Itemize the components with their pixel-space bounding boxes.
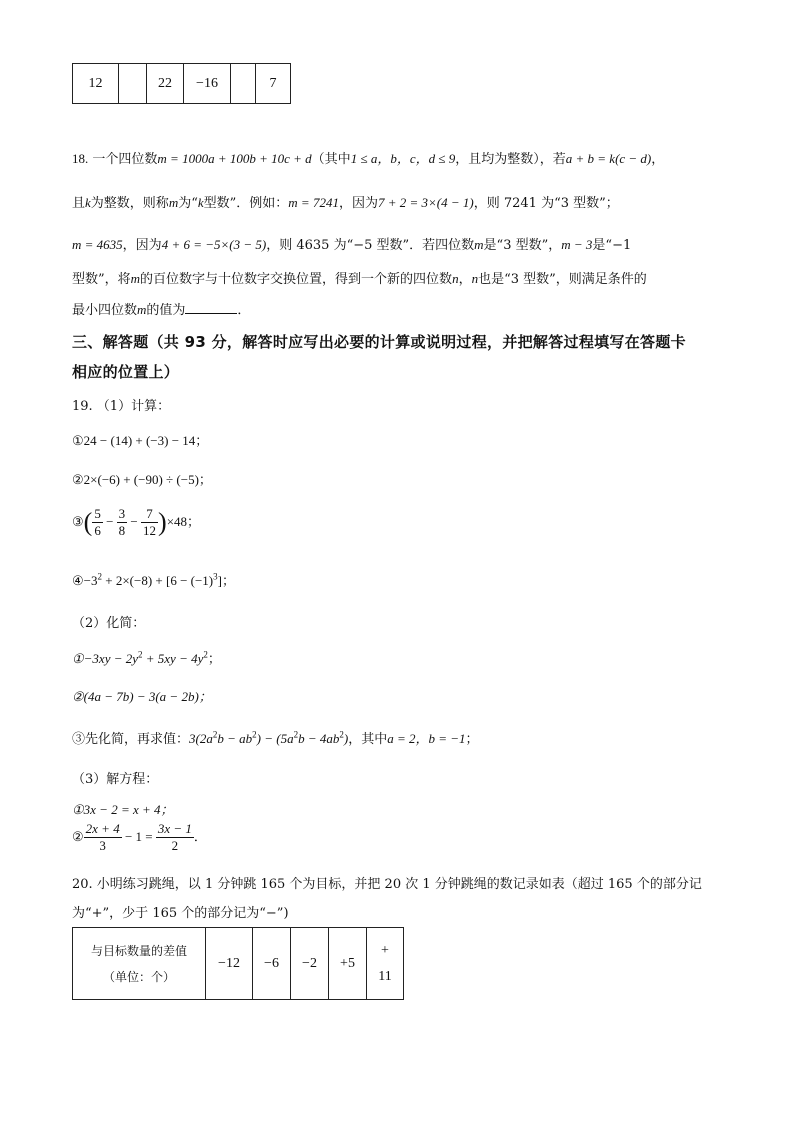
text: ③先化简，再求值： xyxy=(72,732,190,747)
text: 为“ xyxy=(178,196,198,211)
table-cell: −6 xyxy=(253,928,291,1000)
cell-value: 11 xyxy=(378,968,392,984)
q19-expr-1: ①24 − (14) + (−3) − 14； xyxy=(72,433,209,448)
table-cell xyxy=(119,64,147,104)
q18-line-4 xyxy=(72,268,647,287)
fraction xyxy=(84,821,122,854)
q18-line-5 xyxy=(72,299,250,318)
denominator: 12 xyxy=(143,523,157,538)
fraction xyxy=(92,506,103,539)
denominator: 3 xyxy=(99,838,106,853)
exponent: 2 xyxy=(138,649,143,660)
exponent: 2 xyxy=(252,729,257,740)
section-heading: 三、解答题（共 93 分，解答时应写出必要的计算或说明过程，并把解答过程填写在答题卡 xyxy=(72,333,686,351)
text: ×48； xyxy=(166,514,201,529)
text: 型数”．例如： xyxy=(203,196,289,211)
math: k xyxy=(197,195,204,210)
math: ) xyxy=(343,731,349,746)
math: 4 + 6 = −5×(3 − 5) xyxy=(161,237,267,252)
text: ； xyxy=(465,732,479,747)
numerator: 7 xyxy=(141,506,158,523)
math: k xyxy=(85,195,91,210)
numerator: 3 xyxy=(118,506,126,521)
text: ② xyxy=(72,829,84,844)
q19-expr-3 xyxy=(72,506,200,539)
header-unit: （单位：个） xyxy=(102,969,175,984)
q20-line-2: 为“+”，少于 165 个的部分记为“−”) xyxy=(72,906,289,921)
q19-part-3: （3）解方程： xyxy=(72,772,159,787)
text: ； xyxy=(207,651,221,666)
minus-sign: − xyxy=(127,514,142,529)
q19-simplify-3 xyxy=(72,728,479,747)
math: 3(2a xyxy=(189,731,213,746)
table-cell: +5 xyxy=(329,928,367,1000)
text: ． xyxy=(237,303,251,318)
denominator: 2 xyxy=(171,838,179,853)
numerator: 3x − 1 xyxy=(157,821,192,836)
math: m = 7241 xyxy=(288,195,339,210)
q19-part-2: （2）化简： xyxy=(72,616,146,631)
table-header-cell xyxy=(73,928,206,1000)
table-cell: 12 xyxy=(73,64,119,104)
q18-line-1 xyxy=(72,148,664,167)
math: n xyxy=(452,271,459,286)
text: 一个四位数 xyxy=(92,152,158,167)
section-heading-line-2: 相应的位置上） xyxy=(72,363,180,381)
cell-sign: + xyxy=(381,942,389,958)
fraction xyxy=(156,821,194,854)
text: 也是“3 型数”，则满足条件的 xyxy=(478,272,647,287)
left-paren: ( xyxy=(83,507,93,537)
exponent: 2 xyxy=(212,729,218,740)
text: 的值为 xyxy=(146,303,186,318)
exponent: 2 xyxy=(293,729,299,740)
text: ． xyxy=(193,829,207,844)
right-paren: ) xyxy=(158,507,167,537)
q19-expr-4 xyxy=(72,570,235,589)
q19-simplify-1 xyxy=(72,648,221,667)
exponent: 2 xyxy=(339,729,344,740)
text: ]； xyxy=(217,573,235,588)
q19-expr-2: ②2×(−6) + (−90) ÷ (−5)； xyxy=(72,472,212,487)
table-cell xyxy=(367,928,404,1000)
math: a + b = k(c − d) xyxy=(565,151,652,166)
math: ) − (5a xyxy=(256,731,294,746)
math: 1 ≤ a，b，c，d ≤ 9 xyxy=(350,151,456,166)
text: + 5xy − 4y xyxy=(142,651,204,666)
math: m xyxy=(474,237,484,252)
text: 是“3 型数”， xyxy=(483,238,562,253)
question-number: 18. xyxy=(72,151,89,166)
text: ，因为 xyxy=(338,196,378,211)
text: ，其中 xyxy=(348,732,388,747)
text: ，因为 xyxy=(122,238,162,253)
denominator: 6 xyxy=(94,523,101,538)
text: 且 xyxy=(72,196,86,211)
math: m xyxy=(130,271,141,286)
text: ，则 4635 为“−5 型数”．若四位数 xyxy=(266,238,475,253)
numerator: 5 xyxy=(94,506,101,521)
table-cell: 22 xyxy=(147,64,184,104)
q18-line-2 xyxy=(72,192,619,211)
top-table xyxy=(72,63,291,104)
q18-line-3 xyxy=(72,234,631,253)
q20-table xyxy=(72,927,404,1000)
text: ①−3xy − 2y xyxy=(72,651,139,666)
math: m xyxy=(168,195,179,210)
q20-line-1: 20. 小明练习跳绳，以 1 分钟跳 165 个为目标，并把 20 次 1 分钟跳绳的数记录如表（超过 165 个的部分记 xyxy=(72,877,702,892)
q19-title: 19. （1）计算： xyxy=(72,399,171,414)
minus-sign: − xyxy=(102,514,117,529)
math: m = 4635 xyxy=(72,237,123,252)
text: 型数”，将 xyxy=(72,272,131,287)
text: （其中 xyxy=(311,152,351,167)
table-cell: −12 xyxy=(206,928,253,1000)
math: b − ab xyxy=(217,731,253,746)
text: 是“−1 xyxy=(592,238,632,253)
table-cell xyxy=(231,64,256,104)
header-text: 与目标数量的差值 xyxy=(90,943,187,958)
q19-simplify-2: ②(4a − 7b) − 3(a − 2b)； xyxy=(72,689,212,704)
text: ④−3 xyxy=(72,573,98,588)
fraction xyxy=(141,506,158,539)
text: 的百位数字与十位数字交换位置，得到一个新的四位数 xyxy=(140,272,453,287)
math: n xyxy=(471,271,479,286)
exponent: 3 xyxy=(213,571,218,582)
exponent: 2 xyxy=(97,571,102,582)
table-cell: −16 xyxy=(184,64,231,104)
math: m xyxy=(137,302,147,317)
table-cell: 7 xyxy=(256,64,291,104)
exponent: 2 xyxy=(203,649,208,660)
text: ，则 7241 为“3 型数”； xyxy=(473,196,619,211)
math: m xyxy=(157,151,167,166)
math: a = 2，b = −1 xyxy=(387,731,466,746)
q19-equation-1: ①3x − 2 = x + 4； xyxy=(72,802,174,817)
numerator: 2x + 4 xyxy=(85,821,120,836)
text: − 1 = xyxy=(121,829,156,844)
math: b − 4ab xyxy=(298,731,340,746)
math: 7 + 2 = 3×(4 − 1) xyxy=(377,195,474,210)
text: + 2×(−8) + [6 − (−1) xyxy=(102,573,214,588)
text: 最小四位数 xyxy=(72,303,138,318)
text: ， xyxy=(651,152,665,167)
text: ，且均为整数），若 xyxy=(455,152,566,167)
q19-equation-2 xyxy=(72,821,207,854)
text: 为整数，则称 xyxy=(90,196,169,211)
math: = 1000a + 100b + 10c + d xyxy=(166,151,312,166)
answer-blank xyxy=(185,301,237,314)
denominator: 8 xyxy=(118,523,126,538)
text: ， xyxy=(458,272,472,287)
math: m − 3 xyxy=(561,237,593,252)
table-cell: −2 xyxy=(291,928,329,1000)
fraction xyxy=(117,506,128,539)
text: ③ xyxy=(72,514,84,529)
